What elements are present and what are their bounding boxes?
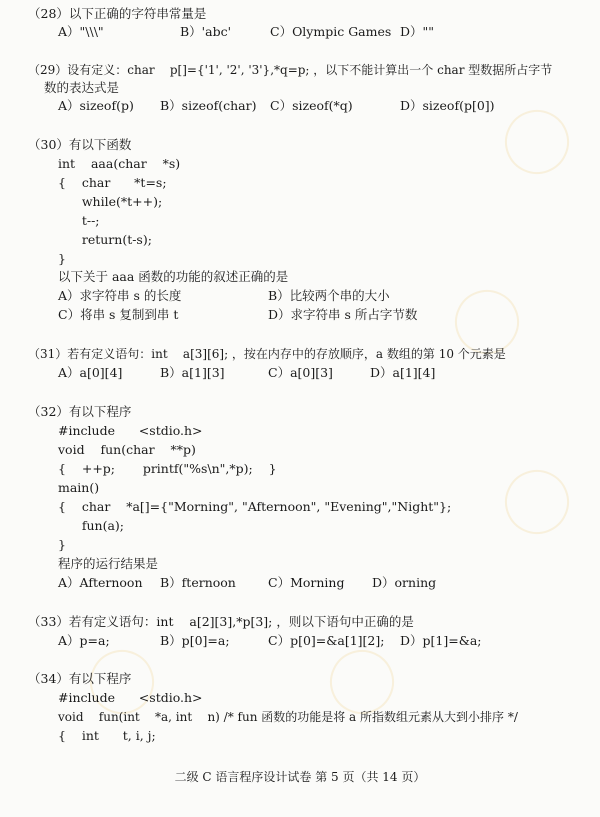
question-29-option-d: D）sizeof(p[0]) <box>400 98 495 113</box>
code-line: #include <stdio.h> <box>58 423 203 438</box>
question-32-option-b: B）fternoon <box>160 575 236 590</box>
question-33-stem: （33）若有定义语句：int a[2][3],*p[3]; ，则以下语句中正确的是 <box>28 614 414 629</box>
question-30-option-c: C）将串 s 复制到串 t <box>58 307 179 322</box>
question-28-stem: （28）以下正确的字符串常量是 <box>28 6 207 21</box>
question-30-option-b: B）比较两个串的大小 <box>268 288 390 303</box>
question-31-option-b: B）a[1][3] <box>160 365 225 380</box>
watermark-stamp-1 <box>496 101 578 183</box>
code-line: void fun(int *a, int n) /* fun 函数的功能是将 a 所指数组元素从大到小排序 */ <box>58 710 518 724</box>
question-29-option-a: A）sizeof(p) <box>58 98 134 113</box>
code-line: main() <box>58 480 100 495</box>
question-31-option-a: A）a[0][4] <box>58 365 123 380</box>
code-line: while(*t++); <box>58 194 163 209</box>
code-line: { int t, i, j; <box>58 728 156 743</box>
question-29-option-c: C）sizeof(*q) <box>270 98 353 113</box>
question-33-option-b: B）p[0]=a; <box>160 633 230 648</box>
code-line: { char *t=s; <box>58 175 167 190</box>
code-line: { char *a[]={"Morning", "Afternoon", "Evening","Night"}; <box>58 499 452 514</box>
question-31-stem: （31）若有定义语句：int a[3][6]; ，按在内存中的存放顺序，a 数组的第 10 个元素是 <box>28 347 506 361</box>
question-32-option-d: D）orning <box>372 575 437 590</box>
code-line: fun(a); <box>58 518 124 533</box>
question-32-question: 程序的运行结果是 <box>58 556 159 571</box>
question-29-stem-cont: 数的表达式是 <box>44 80 120 95</box>
question-34-stem: （34）有以下程序 <box>28 671 132 686</box>
question-32-option-a: A）Afternoon <box>58 575 143 590</box>
code-line: { ++p; printf("%s\n",*p); } <box>58 461 277 476</box>
question-31-option-d: D）a[1][4] <box>370 365 436 380</box>
code-line: void fun(char **p) <box>58 442 196 457</box>
code-line: #include <stdio.h> <box>58 690 203 705</box>
question-33-option-a: A）p=a; <box>58 633 110 648</box>
question-32-stem: （32）有以下程序 <box>28 404 132 419</box>
question-33-option-d: D）p[1]=&a; <box>400 633 482 648</box>
question-29-stem: （29）设有定义：char p[]={'1', '2', '3'},*q=p; ，以下不能计算出一个 char 型数据所占字节 <box>28 63 553 77</box>
question-30-stem: （30）有以下函数 <box>28 137 132 152</box>
watermark-stamp-3 <box>496 461 578 543</box>
question-28-option-c: C）Olympic Games <box>270 24 392 39</box>
question-30-option-a: A）求字符串 s 的长度 <box>58 288 182 303</box>
code-line: } <box>58 251 66 266</box>
code-line: t--; <box>58 213 100 228</box>
question-30-question: 以下关于 aaa 函数的功能的叙述正确的是 <box>58 269 289 284</box>
question-29-option-b: B）sizeof(char) <box>160 98 257 113</box>
question-30-option-d: D）求字符串 s 所占字节数 <box>268 307 418 322</box>
question-28-option-a: A）"\\\" <box>58 24 104 39</box>
question-28-option-d: D）"" <box>400 24 435 39</box>
code-line: int aaa(char *s) <box>58 156 181 171</box>
page-footer: 二级 C 语言程序设计试卷 第 5 页（共 14 页） <box>174 770 426 784</box>
code-line: return(t-s); <box>58 232 152 247</box>
question-28-option-b: B）'abc' <box>180 24 232 39</box>
question-33-option-c: C）p[0]=&a[1][2]; <box>268 633 385 648</box>
question-31-option-c: C）a[0][3] <box>268 365 333 380</box>
code-line: } <box>58 537 66 552</box>
question-32-option-c: C）Morning <box>268 575 345 590</box>
